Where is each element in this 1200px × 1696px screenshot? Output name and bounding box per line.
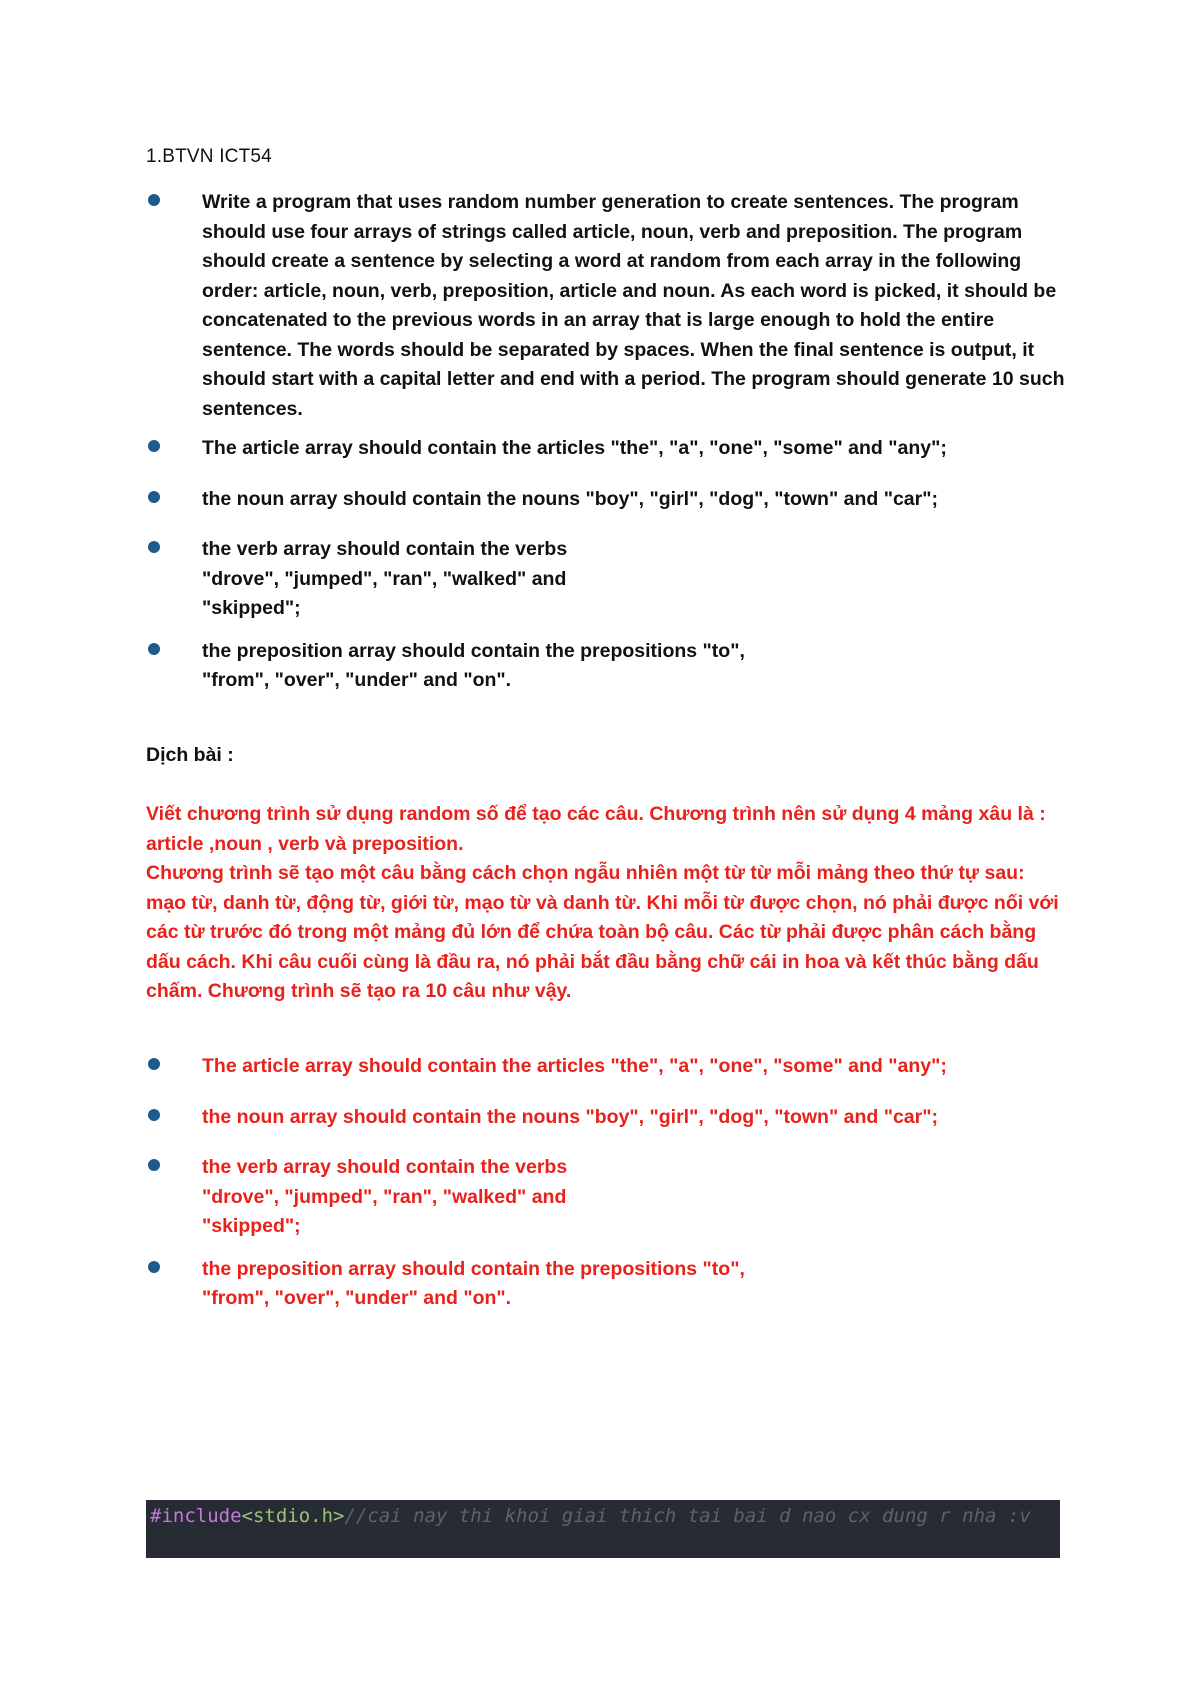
code-header: <stdio.h> — [241, 1505, 345, 1527]
bullet-text: The article array should contain the articles "the", "a", "one", "some" and "any"; — [202, 1055, 947, 1077]
bullet-text: the verb array should contain the verbs "drove", "jumped", "ran", "walked" and "skipped"; — [202, 1156, 568, 1237]
bullet-text: the noun array should contain the nouns "boy", "girl", "dog", "town" and "car"; — [202, 1105, 938, 1128]
bullet-dot-icon — [148, 194, 160, 206]
bullet-text: the preposition array should contain the prepositions "to", "from", "over", "under" and "on". — [202, 639, 745, 691]
list-item — [146, 535, 622, 624]
list-item — [146, 1052, 1066, 1082]
translation-line-2: Chương trình sẽ tạo một câu bằng cách chọn ngẫu nhiên một từ từ mỗi mảng theo thứ tự sau: mạo từ, danh từ, động từ, giới từ, mạo từ và danh từ. Khi mỗi từ được chọn, nó phải được nối với các từ trước đó trong một mảng đủ lớn để chứa toàn bộ câu. Các từ phải được phân cách bằng dấu cách. Khi câu cuối cùng là đầu ra, nó phải bắt đầu bằng chữ cái in hoa và kết thúc bằng dấu chấm. Chương trình sẽ tạo ra 10 câu như vậy. — [146, 862, 1059, 1002]
bullet-text: the noun array should contain the nouns "boy", "girl", "dog", "town" and "car"; — [202, 487, 938, 510]
code-block — [146, 1500, 1060, 1558]
bullet-text: the preposition array should contain the prepositions "to", "from", "over", "under" and "on". — [202, 1257, 745, 1309]
bullet-dot-icon — [148, 1109, 160, 1121]
list-item — [146, 1103, 1066, 1133]
bullet-dot-icon — [148, 1159, 160, 1171]
list-item — [146, 485, 1066, 515]
bullet-dot-icon — [148, 1058, 160, 1070]
bullet-text: the verb array should contain the verbs "drove", "jumped", "ran", "walked" and "skipped"; — [202, 538, 568, 619]
bullet-dot-icon — [148, 1261, 160, 1273]
list-item — [146, 1153, 622, 1242]
list-item — [146, 434, 1066, 464]
english-bullet-list — [146, 188, 1066, 696]
code-comment: //cai nay thi khoi giai thich tai bai d nao cx dung r nha :v — [344, 1505, 1031, 1527]
bullet-dot-icon — [148, 643, 160, 655]
bullet-text: The article array should contain the articles "the", "a", "one", "some" and "any"; — [202, 437, 947, 459]
code-keyword: #include — [150, 1505, 242, 1527]
list-item — [146, 1255, 762, 1314]
bullet-dot-icon — [148, 491, 160, 503]
red-bullet-list — [146, 1052, 1066, 1314]
page-title: 1.BTVN ICT54 — [146, 146, 272, 167]
list-item — [146, 637, 762, 696]
list-item — [146, 188, 1066, 424]
bullet-text: Write a program that uses random number generation to create sentences. The program should use four arrays of strings called article, noun, verb and preposition. The program should create a sentence by selecting a word at random from each array in the following order: article, noun, verb, preposition, article and noun. As each word is picked, it should be concatenated to the previous words in an array that is large enough to hold the entire sentence. The words should be separated by spaces. When the final sentence is output, it should start with a capital letter and end with a period. The program should generate 10 such sentences. — [202, 191, 1065, 420]
bullet-dot-icon — [148, 440, 160, 452]
translation-text — [146, 800, 1066, 1007]
translation-label: Dịch bài : — [146, 744, 234, 766]
bullet-dot-icon — [148, 541, 160, 553]
translation-line-1: Viết chương trình sử dụng random số để tạo các câu. Chương trình nên sử dụng 4 mảng xâu là : article ,noun , verb và preposition. — [146, 803, 1046, 855]
